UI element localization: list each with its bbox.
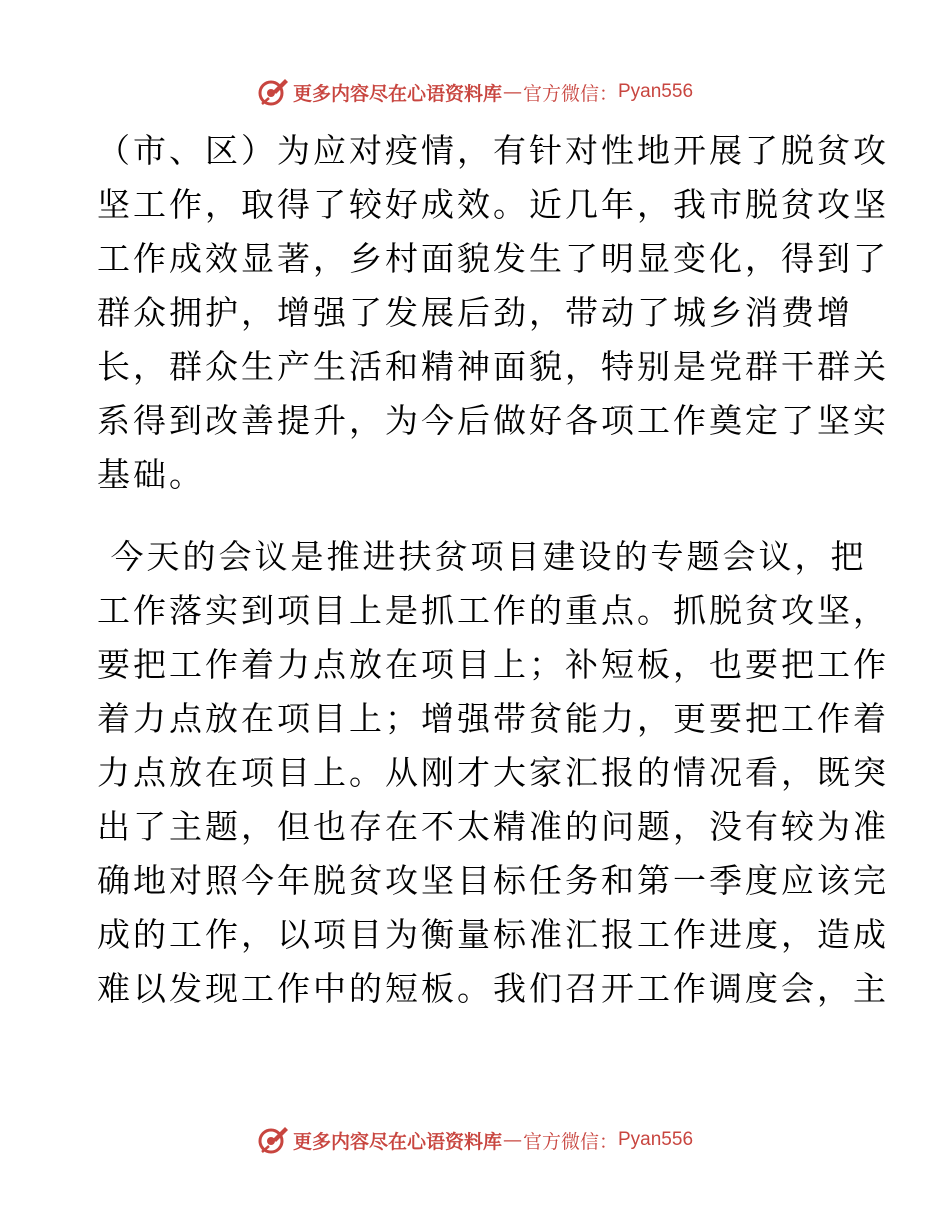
text-line: 长，群众生产生活和精神面貌，特别是党群干群关 bbox=[97, 347, 889, 386]
header-wechat-id: Pyan556 bbox=[618, 81, 694, 102]
header-watermark bbox=[0, 72, 950, 112]
text-line: 力点放在项目上。从刚才大家汇报的情况看，既突 bbox=[97, 753, 889, 792]
pen-logo-icon bbox=[257, 76, 289, 108]
text-line: 坚工作，取得了较好成效。近几年，我市脱贫攻坚 bbox=[97, 185, 889, 224]
text-line: 确地对照今年脱贫攻坚目标任务和第一季度应该完 bbox=[97, 861, 889, 900]
footer-dash: — bbox=[502, 1129, 522, 1151]
text-line: 出了主题，但也存在不太精准的问题，没有较为准 bbox=[97, 807, 889, 846]
footer-watermark bbox=[0, 1120, 950, 1160]
text-line: 群众拥护，增强了发展后劲，带动了城乡消费增 bbox=[97, 293, 853, 332]
text-line: 系得到改善提升，为今后做好各项工作奠定了坚实 bbox=[97, 401, 889, 440]
text-line: 工作落实到项目上是抓工作的重点。抓脱贫攻坚， bbox=[97, 591, 889, 630]
text-line: 基础。 bbox=[97, 455, 205, 494]
text-line: 工作成效显著，乡村面貌发生了明显变化，得到了 bbox=[97, 239, 889, 278]
text-line: 着力点放在项目上；增强带贫能力，更要把工作着 bbox=[97, 699, 889, 738]
header-dash: — bbox=[502, 81, 522, 103]
footer-wechat-label: 官方微信： bbox=[522, 1130, 618, 1153]
document-body bbox=[97, 124, 889, 1016]
text-line: （市、区）为应对疫情，有针对性地开展了脱贫攻 bbox=[97, 131, 889, 170]
paragraph-1 bbox=[97, 124, 889, 502]
header-site-name: 更多内容尽在心语资料库 bbox=[292, 82, 502, 105]
footer-wechat-id: Pyan556 bbox=[618, 1129, 694, 1150]
paragraph-spacer bbox=[97, 502, 857, 530]
paragraph-2 bbox=[97, 530, 889, 1016]
text-line: 难以发现工作中的短板。我们召开工作调度会，主 bbox=[97, 969, 889, 1008]
text-line: 今天的会议是推进扶贫项目建设的专题会议，把 bbox=[97, 537, 867, 576]
footer-site-name: 更多内容尽在心语资料库 bbox=[292, 1130, 502, 1153]
pen-logo-icon bbox=[257, 1124, 289, 1156]
header-wechat-label: 官方微信： bbox=[522, 82, 618, 105]
text-line: 要把工作着力点放在项目上；补短板，也要把工作 bbox=[97, 645, 889, 684]
text-line: 成的工作，以项目为衡量标准汇报工作进度，造成 bbox=[97, 915, 889, 954]
